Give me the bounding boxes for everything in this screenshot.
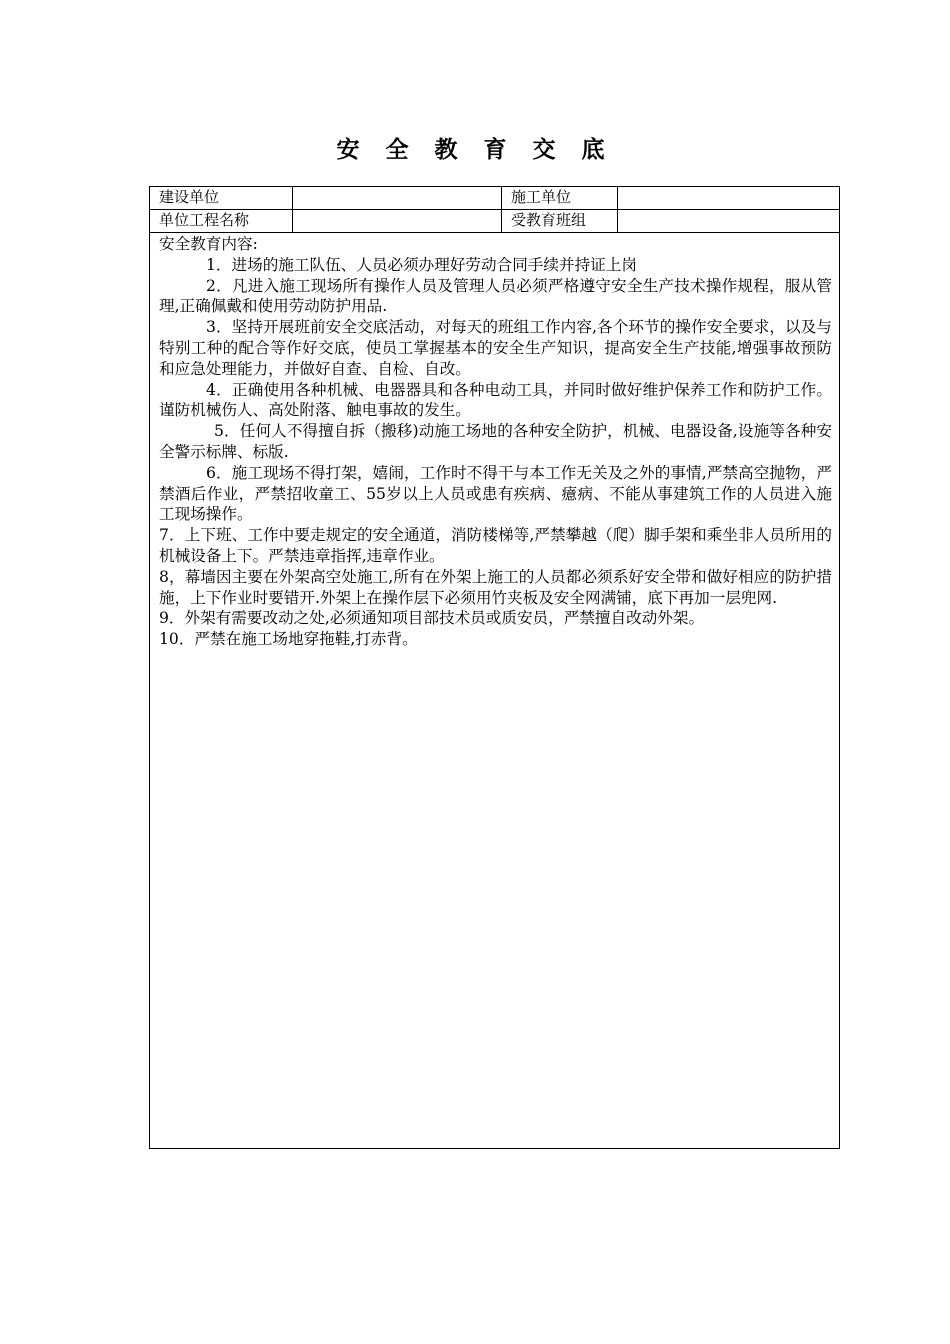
project-name-field[interactable] — [293, 210, 502, 232]
content-item-6: 6．施工现场不得打架，嬉闹，工作时不得干与本工作无关及之外的事情,严禁高空抛物，严禁酒后作业，严禁招收童工、55岁以上人员或患有疾病、癔病、不能从事建筑工作的人员进入施工现场操作。 — [159, 463, 832, 524]
content-item-10: 10．严禁在施工场地穿拖鞋,打赤背。 — [159, 630, 418, 649]
contractor-label: 施工单位 — [502, 187, 618, 209]
construction-unit-label: 建设单位 — [150, 187, 293, 209]
trained-team-field[interactable] — [618, 210, 839, 232]
content-item-5: 5．任何人不得擅自拆（搬移)动施工场地的各种安全防护，机械、电器设备,设施等各种安全警示标牌、标版. — [159, 422, 832, 461]
contractor-field[interactable] — [618, 187, 839, 209]
content-heading: 安全教育内容: — [159, 235, 258, 253]
form-header-row-2 — [150, 210, 839, 233]
content-item-2: 2．凡进入施工现场所有操作人员及管理人员必须严格遵守安全生产技术操作规程，服从管理,正确佩戴和使用劳动防护用品. — [159, 276, 832, 316]
project-name-label: 单位工程名称 — [150, 210, 293, 232]
content-item-7: 7．上下班、工作中要走规定的安全通道，消防楼梯等,严禁攀越（爬）脚手架和乘坐非人员所用的机械设备上下。严禁违章指挥,违章作业。 — [159, 526, 832, 565]
content-item-4: 4．正确使用各种机械、电器器具和各种电动工具，并同时做好维护保养工作和防护工作。谨防机械伤人、高处附落、触电事故的发生。 — [159, 380, 832, 420]
safety-education-form — [149, 186, 840, 1149]
construction-unit-field[interactable] — [293, 187, 502, 209]
content-item-3: 3．坚持开展班前安全交底活动，对每天的班组工作内容,各个环节的操作安全要求，以及与特别工种的配合等作好交底，使员工掌握基本的安全生产知识，提高安全生产技能,增强事故预防和应急处理能力，并做好自查、自检、自改。 — [159, 318, 832, 378]
form-header-row-1 — [150, 187, 839, 210]
content-item-9: 9．外架有需要改动之处,必须通知项目部技术员或质安员，严禁擅自改动外架。 — [159, 609, 705, 628]
trained-team-label: 受教育班组 — [502, 210, 618, 232]
document-title: 安 全 教 育 交 底 — [336, 137, 614, 163]
education-content — [159, 234, 832, 650]
content-item-8: 8，幕墙因主要在外架高空处施工,所有在外架上施工的人员都必须系好安全带和做好相应的防护措施，上下作业时要错开.外架上在操作层下必须用竹夹板及安全网满铺，底下再加一层兜网. — [159, 567, 832, 607]
content-item-1: 1．进场的施工队伍、人员必须办理好劳动合同手续并持证上岗 — [206, 255, 637, 274]
